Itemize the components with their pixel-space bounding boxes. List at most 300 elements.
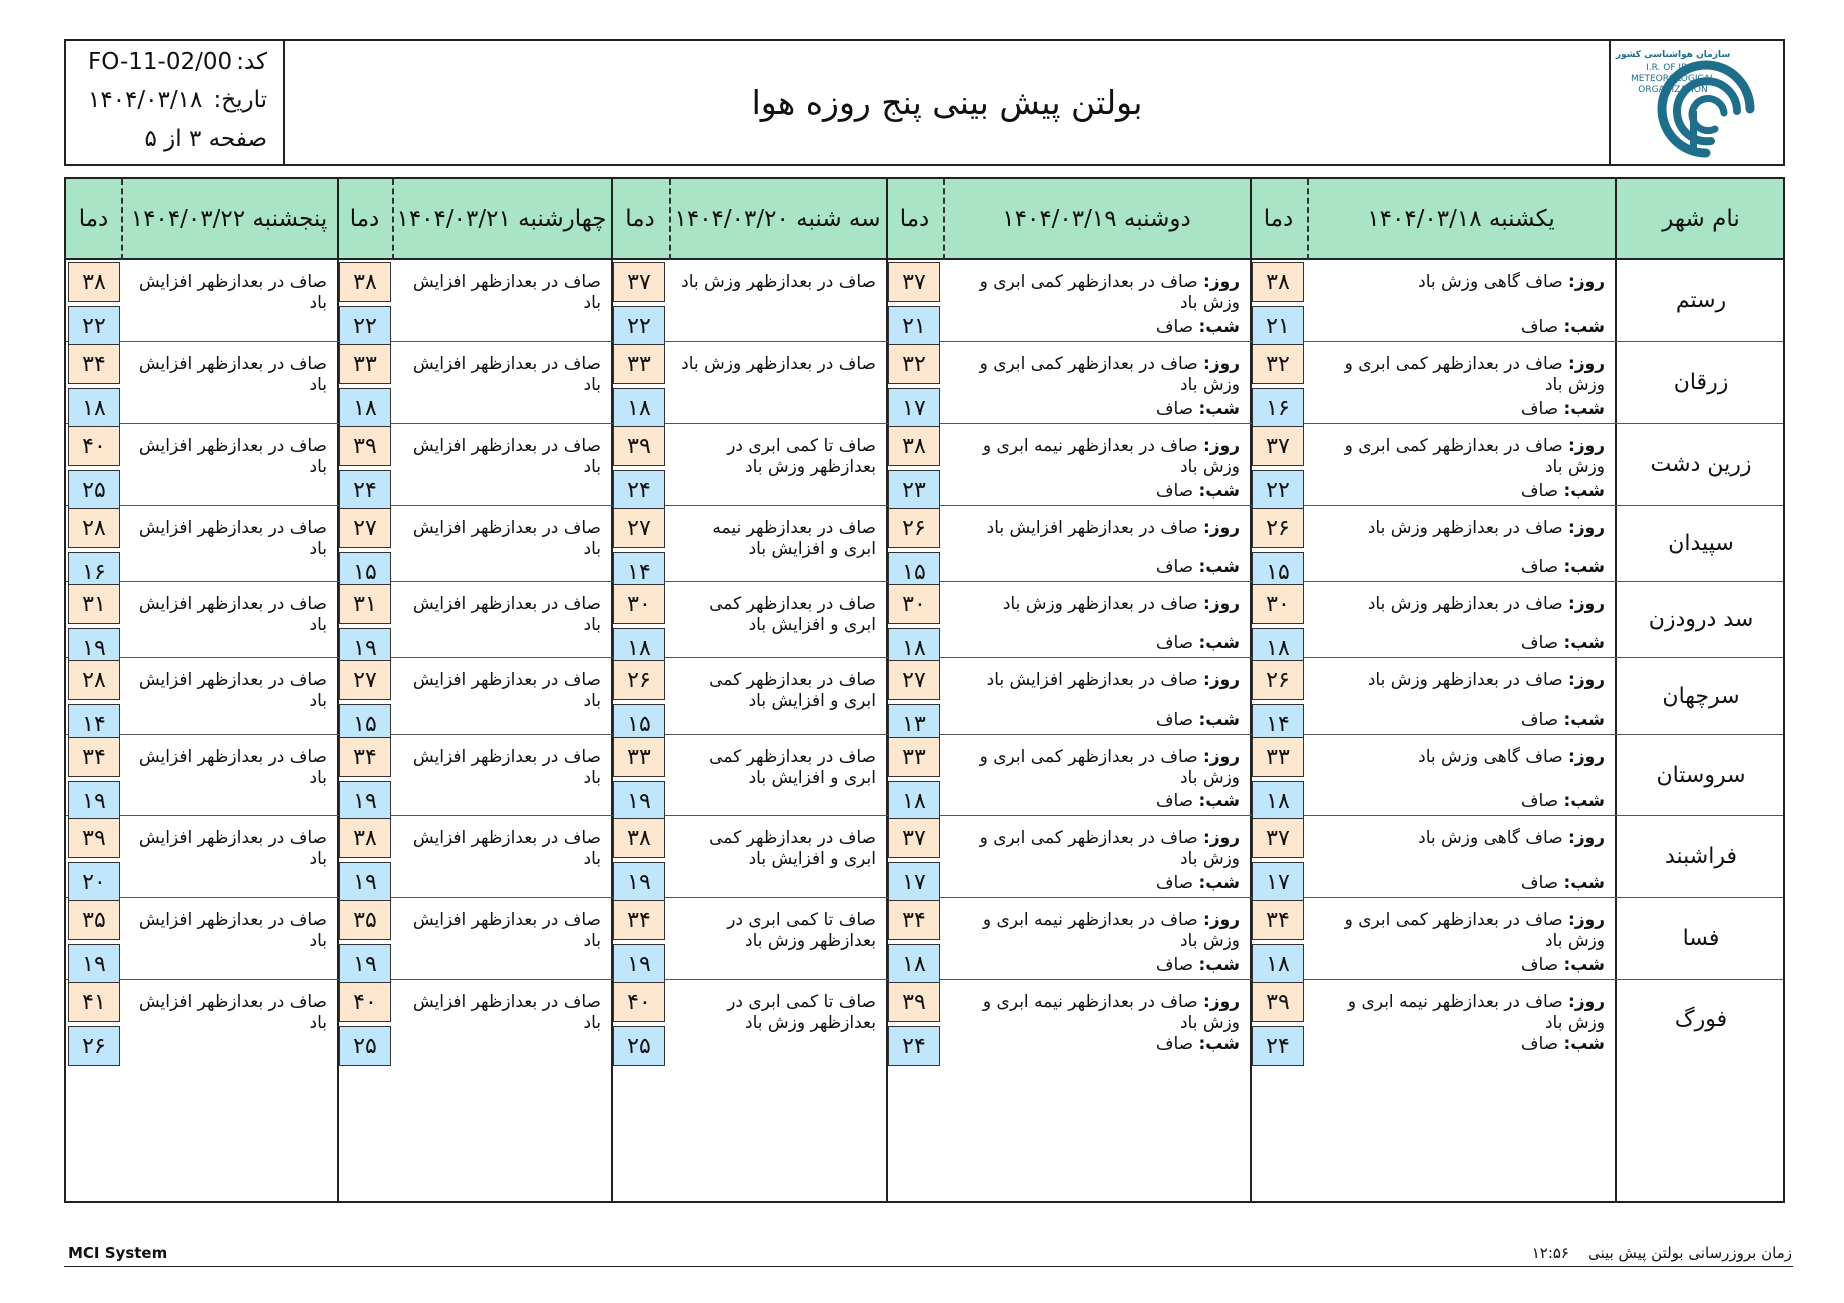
max-temperature: ۳۰	[613, 584, 665, 624]
max-temperature: ۳۸	[888, 426, 940, 466]
max-temperature: ۲۷	[613, 508, 665, 548]
day-forecast	[1313, 518, 1605, 539]
header-day-4: چهارشنبه ۱۴۰۴/۰۳/۲۱	[396, 205, 607, 232]
forecast-text: صاف در بعدازظهر افزایش باد	[138, 354, 327, 395]
footer-divider	[64, 1266, 1793, 1267]
min-temperature: ۱۶	[1252, 388, 1304, 428]
min-temperature: ۱۹	[68, 781, 120, 821]
max-temperature: ۴۱	[68, 982, 120, 1022]
day-forecast	[1313, 910, 1605, 952]
forecast-text: صاف تا کمی ابری در بعدازظهر وزش باد	[727, 436, 876, 477]
table-row	[66, 898, 1783, 980]
day-text: صاف در بعدازظهر کمی ابری و وزش باد	[979, 272, 1240, 313]
forecast-description	[127, 594, 327, 654]
night-label: شب:	[1198, 791, 1240, 811]
day-forecast	[1313, 354, 1605, 396]
forecast-text: صاف در بعدازظهر افزایش باد	[412, 747, 601, 788]
forecast-description	[675, 594, 876, 654]
min-temperature: ۱۷	[888, 862, 940, 902]
forecast-text: صاف در بعدازظهر افزایش باد	[138, 272, 327, 313]
forecast-description	[1313, 594, 1605, 654]
update-time-label: زمان بروزرسانی بولتن پیش بینی	[1588, 1244, 1792, 1262]
forecast-description	[398, 272, 601, 338]
header-day-5: پنجشنبه ۱۴۰۴/۰۳/۲۲	[130, 205, 328, 232]
max-temperature: ۴۰	[613, 982, 665, 1022]
max-temperature: ۳۹	[888, 982, 940, 1022]
forecast-description	[675, 518, 876, 578]
day-text: صاف در بعدازظهر کمی ابری و وزش باد	[979, 828, 1240, 869]
min-temperature: ۱۸	[613, 628, 665, 668]
day-text: صاف در بعدازظهر کمی ابری و وزش باد	[1344, 436, 1605, 477]
night-forecast	[1521, 557, 1605, 578]
max-temperature: ۲۸	[68, 508, 120, 548]
max-temperature: ۲۷	[339, 660, 391, 700]
forecast-text: صاف در بعدازظهر نیمه ابری و افزایش باد	[712, 518, 876, 559]
forecast-description	[949, 594, 1240, 654]
min-temperature: ۲۶	[68, 1026, 120, 1066]
max-temperature: ۲۷	[339, 508, 391, 548]
night-forecast	[1521, 399, 1605, 420]
max-temperature: ۳۷	[1252, 818, 1304, 858]
table-row	[66, 980, 1783, 1059]
min-temperature: ۲۵	[339, 1026, 391, 1066]
max-temperature: ۳۰	[1252, 584, 1304, 624]
day-label: روز:	[1568, 910, 1605, 930]
day-label: روز:	[1568, 518, 1605, 538]
table-row	[66, 506, 1783, 585]
forecast-description	[1313, 518, 1605, 578]
day-forecast	[1313, 594, 1605, 615]
forecast-text: صاف در بعدازظهر کمی ابری و افزایش باد	[709, 594, 876, 635]
max-temperature: ۳۳	[339, 344, 391, 384]
day-text: صاف گاهی وزش باد	[1418, 747, 1563, 767]
forecast-text: صاف در بعدازظهر افزایش باد	[138, 828, 327, 869]
logo-line-4: ORGANIZATION	[1638, 85, 1708, 95]
night-forecast	[1156, 710, 1240, 731]
forecast-description	[127, 828, 327, 894]
day-label: روز:	[1203, 828, 1240, 848]
city-name: رستم	[1675, 288, 1727, 313]
day-text: صاف در بعدازظهر افزایش باد	[986, 670, 1198, 690]
header-day-1: یکشنبه ۱۴۰۴/۰۳/۱۸	[1367, 205, 1555, 232]
min-temperature: ۱۵	[613, 704, 665, 744]
max-temperature: ۳۳	[613, 737, 665, 777]
forecast-text: صاف در بعدازظهر افزایش باد	[412, 354, 601, 395]
header-temp-1: دما	[1263, 205, 1294, 232]
forecast-text: صاف در بعدازظهر افزایش باد	[412, 828, 601, 869]
date-line	[66, 87, 283, 123]
forecast-description	[949, 518, 1240, 578]
code-label: کد:	[236, 49, 267, 75]
forecast-description	[127, 992, 327, 1055]
table-row	[66, 260, 1783, 342]
day-label: روز:	[1568, 992, 1605, 1012]
max-temperature: ۳۵	[68, 900, 120, 940]
night-text: صاف	[1155, 791, 1194, 811]
min-temperature: ۲۰	[68, 862, 120, 902]
header-city: نام شهر	[1662, 205, 1740, 232]
max-temperature: ۳۱	[68, 584, 120, 624]
night-forecast	[1521, 791, 1605, 812]
min-temperature: ۱۹	[339, 944, 391, 984]
day-text: صاف در بعدازظهر وزش باد	[1367, 594, 1563, 614]
max-temperature: ۳۳	[888, 737, 940, 777]
night-label: شب:	[1198, 633, 1240, 653]
night-label: شب:	[1198, 873, 1240, 893]
bulletin-header	[64, 39, 1785, 166]
forecast-description	[675, 354, 876, 420]
night-label: شب:	[1563, 710, 1605, 730]
night-label: شب:	[1563, 481, 1605, 501]
max-temperature: ۳۸	[613, 818, 665, 858]
day-text: صاف در بعدازظهر کمی ابری و وزش باد	[1344, 910, 1605, 951]
header-temp-5: دما	[78, 205, 109, 232]
night-text: صاف	[1520, 481, 1559, 501]
max-temperature: ۲۶	[1252, 660, 1304, 700]
table-row	[66, 658, 1783, 735]
forecast-text: صاف تا کمی ابری در بعدازظهر وزش باد	[727, 910, 876, 951]
max-temperature: ۳۴	[888, 900, 940, 940]
forecast-description	[398, 518, 601, 578]
forecast-text: صاف در بعدازظهر افزایش باد	[138, 670, 327, 711]
min-temperature: ۱۸	[888, 781, 940, 821]
forecast-description	[127, 670, 327, 731]
logo-line-1: سازمان هواشناسی کشور	[1615, 50, 1731, 60]
day-forecast	[1313, 670, 1605, 691]
night-text: صاف	[1520, 873, 1559, 893]
night-label: شب:	[1198, 481, 1240, 501]
day-forecast	[1313, 272, 1605, 293]
forecast-text: صاف در بعدازظهر افزایش باد	[412, 594, 601, 635]
min-temperature: ۱۴	[1252, 704, 1304, 744]
max-temperature: ۲۷	[888, 660, 940, 700]
forecast-description	[1313, 272, 1605, 338]
forecast-description	[675, 992, 876, 1055]
table-row	[66, 424, 1783, 506]
max-temperature: ۳۲	[888, 344, 940, 384]
min-temperature: ۱۹	[613, 781, 665, 821]
day-forecast	[949, 828, 1240, 870]
min-temperature: ۱۸	[68, 388, 120, 428]
logo-line-2: I.R. OF IRAN	[1646, 63, 1700, 73]
min-temperature: ۱۷	[1252, 862, 1304, 902]
forecast-text: صاف در بعدازظهر افزایش باد	[138, 518, 327, 559]
day-text: صاف در بعدازظهر نیمه ابری و وزش باد	[1347, 992, 1605, 1033]
night-label: شب:	[1563, 873, 1605, 893]
day-forecast	[949, 910, 1240, 952]
night-label: شب:	[1563, 317, 1605, 337]
min-temperature: ۱۹	[613, 944, 665, 984]
min-temperature: ۱۸	[613, 388, 665, 428]
night-forecast	[1156, 399, 1240, 420]
page-number: صفحه ۳ از ۵	[144, 126, 267, 152]
day-label: روز:	[1203, 436, 1240, 456]
day-label: روز:	[1568, 354, 1605, 374]
min-temperature: ۱۹	[339, 862, 391, 902]
day-text: صاف در بعدازظهر نیمه ابری و وزش باد	[982, 910, 1240, 951]
night-text: صاف	[1520, 791, 1559, 811]
day-forecast	[949, 747, 1240, 789]
forecast-description	[1313, 354, 1605, 420]
max-temperature: ۳۱	[339, 584, 391, 624]
night-label: شب:	[1198, 1034, 1240, 1054]
night-forecast	[1156, 1034, 1240, 1055]
city-name: سروستان	[1656, 762, 1746, 788]
min-temperature: ۲۲	[339, 306, 391, 346]
forecast-text: صاف در بعدازظهر کمی ابری و افزایش باد	[709, 828, 876, 869]
page-title: بولتن پیش بینی پنج روزه هوا	[751, 83, 1143, 122]
table-header-row	[66, 179, 1783, 260]
forecast-description	[398, 747, 601, 812]
day-text: صاف در بعدازظهر افزایش باد	[986, 518, 1198, 538]
forecast-description	[949, 272, 1240, 338]
max-temperature: ۳۰	[888, 584, 940, 624]
night-forecast	[1521, 710, 1605, 731]
day-text: صاف در بعدازظهر وزش باد	[1367, 670, 1563, 690]
day-text: صاف در بعدازظهر نیمه ابری و وزش باد	[982, 436, 1240, 477]
forecast-text: صاف در بعدازظهر کمی ابری و افزایش باد	[709, 670, 876, 711]
forecast-description	[1313, 910, 1605, 976]
forecast-text: صاف در بعدازظهر افزایش باد	[138, 910, 327, 951]
night-forecast	[1156, 557, 1240, 578]
forecast-description	[127, 910, 327, 976]
forecast-description	[675, 747, 876, 812]
day-forecast	[949, 354, 1240, 396]
forecast-description	[949, 992, 1240, 1055]
day-label: روز:	[1568, 436, 1605, 456]
night-forecast	[1156, 633, 1240, 654]
forecast-text: صاف در بعدازظهر افزایش باد	[412, 272, 601, 313]
night-forecast	[1156, 955, 1240, 976]
night-label: شب:	[1563, 633, 1605, 653]
min-temperature: ۱۹	[339, 628, 391, 668]
night-label: شب:	[1563, 955, 1605, 975]
forecast-text: صاف در بعدازظهر افزایش باد	[412, 992, 601, 1033]
min-temperature: ۲۴	[613, 470, 665, 510]
forecast-description	[398, 354, 601, 420]
day-forecast	[1313, 436, 1605, 478]
night-label: شب:	[1198, 557, 1240, 577]
forecast-text: صاف در بعدازظهر افزایش باد	[138, 747, 327, 788]
night-text: صاف	[1155, 1034, 1194, 1054]
night-forecast	[1521, 873, 1605, 894]
max-temperature: ۳۴	[68, 344, 120, 384]
max-temperature: ۳۳	[613, 344, 665, 384]
table-row	[66, 342, 1783, 424]
min-temperature: ۲۴	[888, 1026, 940, 1066]
night-text: صاف	[1520, 710, 1559, 730]
night-text: صاف	[1155, 557, 1194, 577]
night-label: شب:	[1563, 557, 1605, 577]
forecast-description	[127, 518, 327, 578]
forecast-description	[949, 670, 1240, 731]
city-name: سد درودزن	[1648, 607, 1754, 632]
forecast-text: صاف در بعدازظهر افزایش باد	[138, 436, 327, 477]
day-label: روز:	[1203, 747, 1240, 767]
day-text: صاف در بعدازظهر وزش باد	[1002, 594, 1198, 614]
max-temperature: ۲۶	[1252, 508, 1304, 548]
day-forecast	[949, 272, 1240, 314]
night-text: صاف	[1155, 873, 1194, 893]
forecast-description	[949, 828, 1240, 894]
min-temperature: ۲۳	[888, 470, 940, 510]
table-row	[66, 582, 1783, 661]
table-row	[66, 816, 1783, 898]
forecast-description	[398, 828, 601, 894]
night-forecast	[1156, 481, 1240, 502]
night-label: شب:	[1198, 955, 1240, 975]
min-temperature: ۲۲	[1252, 470, 1304, 510]
min-temperature: ۱۸	[888, 628, 940, 668]
night-label: شب:	[1563, 399, 1605, 419]
min-temperature: ۲۲	[68, 306, 120, 346]
page-line	[66, 126, 283, 162]
day-label: روز:	[1203, 670, 1240, 690]
night-text: صاف	[1520, 399, 1559, 419]
max-temperature: ۳۴	[1252, 900, 1304, 940]
date-value: ۱۴۰۴/۰۳/۱۸	[88, 87, 203, 113]
min-temperature: ۲۴	[1252, 1026, 1304, 1066]
forecast-description	[1313, 747, 1605, 812]
day-text: صاف گاهی وزش باد	[1418, 272, 1563, 292]
max-temperature: ۳۴	[339, 737, 391, 777]
header-dashed-divider	[121, 179, 123, 260]
forecast-text: صاف در بعدازظهر افزایش باد	[138, 594, 327, 635]
city-name: زرین دشت	[1650, 452, 1752, 477]
min-temperature: ۱۳	[888, 704, 940, 744]
max-temperature: ۳۸	[339, 818, 391, 858]
day-label: روز:	[1568, 670, 1605, 690]
day-label: روز:	[1203, 910, 1240, 930]
forecast-description	[398, 594, 601, 654]
day-text: صاف در بعدازظهر کمی ابری و وزش باد	[979, 747, 1240, 788]
system-name: MCI System	[68, 1244, 168, 1262]
day-forecast	[1313, 747, 1605, 768]
forecast-text: صاف در بعدازظهر افزایش باد	[412, 436, 601, 477]
update-time-value: ۱۲:۵۶	[1531, 1244, 1569, 1262]
night-label: شب:	[1563, 791, 1605, 811]
night-forecast	[1521, 481, 1605, 502]
forecast-description	[398, 670, 601, 731]
night-forecast	[1156, 317, 1240, 338]
max-temperature: ۳۸	[68, 262, 120, 302]
forecast-description	[1313, 670, 1605, 731]
max-temperature: ۳۸	[1252, 262, 1304, 302]
day-forecast	[1313, 992, 1605, 1034]
update-time	[1532, 1244, 1792, 1262]
max-temperature: ۳۸	[339, 262, 391, 302]
header-dashed-divider	[392, 179, 394, 260]
night-text: صاف	[1155, 399, 1194, 419]
min-temperature: ۲۵	[68, 470, 120, 510]
day-forecast	[949, 594, 1240, 615]
city-name: فسا	[1682, 926, 1720, 951]
max-temperature: ۳۷	[888, 262, 940, 302]
min-temperature: ۱۸	[888, 944, 940, 984]
header-day-3: سه شنبه ۱۴۰۴/۰۳/۲۰	[674, 205, 881, 232]
max-temperature: ۲۶	[613, 660, 665, 700]
header-temp-2: دما	[899, 205, 930, 232]
min-temperature: ۱۴	[613, 552, 665, 592]
forecast-description	[675, 670, 876, 731]
forecast-text: صاف در بعدازظهر وزش باد	[681, 272, 876, 292]
document-meta	[66, 41, 285, 164]
day-forecast	[949, 992, 1240, 1034]
header-dashed-divider	[1307, 179, 1309, 260]
max-temperature: ۳۷	[613, 262, 665, 302]
night-forecast	[1156, 791, 1240, 812]
night-text: صاف	[1155, 710, 1194, 730]
forecast-description	[398, 436, 601, 502]
max-temperature: ۳۴	[613, 900, 665, 940]
date-label: تاریخ:	[213, 87, 267, 113]
max-temperature: ۴۰	[68, 426, 120, 466]
max-temperature: ۳۲	[1252, 344, 1304, 384]
min-temperature: ۱۶	[68, 552, 120, 592]
night-text: صاف	[1155, 481, 1194, 501]
day-forecast	[949, 670, 1240, 691]
forecast-description	[949, 436, 1240, 502]
forecast-description	[675, 910, 876, 976]
day-label: روز:	[1568, 594, 1605, 614]
forecast-description	[1313, 828, 1605, 894]
night-text: صاف	[1155, 633, 1194, 653]
min-temperature: ۱۸	[1252, 628, 1304, 668]
forecast-text: صاف تا کمی ابری در بعدازظهر وزش باد	[727, 992, 876, 1033]
min-temperature: ۱۵	[339, 704, 391, 744]
min-temperature: ۲۲	[613, 306, 665, 346]
day-text: صاف در بعدازظهر کمی ابری و وزش باد	[979, 354, 1240, 395]
max-temperature: ۳۳	[1252, 737, 1304, 777]
night-text: صاف	[1520, 557, 1559, 577]
night-label: شب:	[1198, 399, 1240, 419]
day-label: روز:	[1203, 354, 1240, 374]
min-temperature: ۱۸	[339, 388, 391, 428]
night-text: صاف	[1155, 955, 1194, 975]
night-text: صاف	[1155, 317, 1194, 337]
day-forecast	[949, 436, 1240, 478]
organization-logo	[1609, 41, 1783, 164]
max-temperature: ۳۵	[339, 900, 391, 940]
forecast-description	[398, 992, 601, 1055]
forecast-description	[1313, 436, 1605, 502]
forecast-description	[127, 436, 327, 502]
day-text: صاف گاهی وزش باد	[1418, 828, 1563, 848]
header-temp-4: دما	[349, 205, 380, 232]
forecast-description	[127, 272, 327, 338]
min-temperature: ۲۴	[339, 470, 391, 510]
day-forecast	[1313, 828, 1605, 849]
forecast-description	[949, 747, 1240, 812]
city-name: فورگ	[1674, 1007, 1728, 1032]
max-temperature: ۳۴	[68, 737, 120, 777]
logo-line-3: METEOROLOGICAL	[1631, 74, 1715, 84]
night-text: صاف	[1520, 955, 1559, 975]
max-temperature: ۲۸	[68, 660, 120, 700]
night-forecast	[1156, 873, 1240, 894]
header-day-2: دوشنبه ۱۴۰۴/۰۳/۱۹	[1002, 205, 1191, 232]
city-name: زرقان	[1673, 370, 1729, 395]
day-label: روز:	[1568, 272, 1605, 292]
forecast-text: صاف در بعدازظهر افزایش باد	[412, 518, 601, 559]
forecast-text: صاف در بعدازظهر افزایش باد	[138, 992, 327, 1033]
max-temperature: ۳۹	[1252, 982, 1304, 1022]
night-label: شب:	[1563, 1034, 1605, 1054]
min-temperature: ۱۸	[1252, 944, 1304, 984]
night-text: صاف	[1520, 633, 1559, 653]
min-temperature: ۱۹	[68, 628, 120, 668]
forecast-description	[398, 910, 601, 976]
